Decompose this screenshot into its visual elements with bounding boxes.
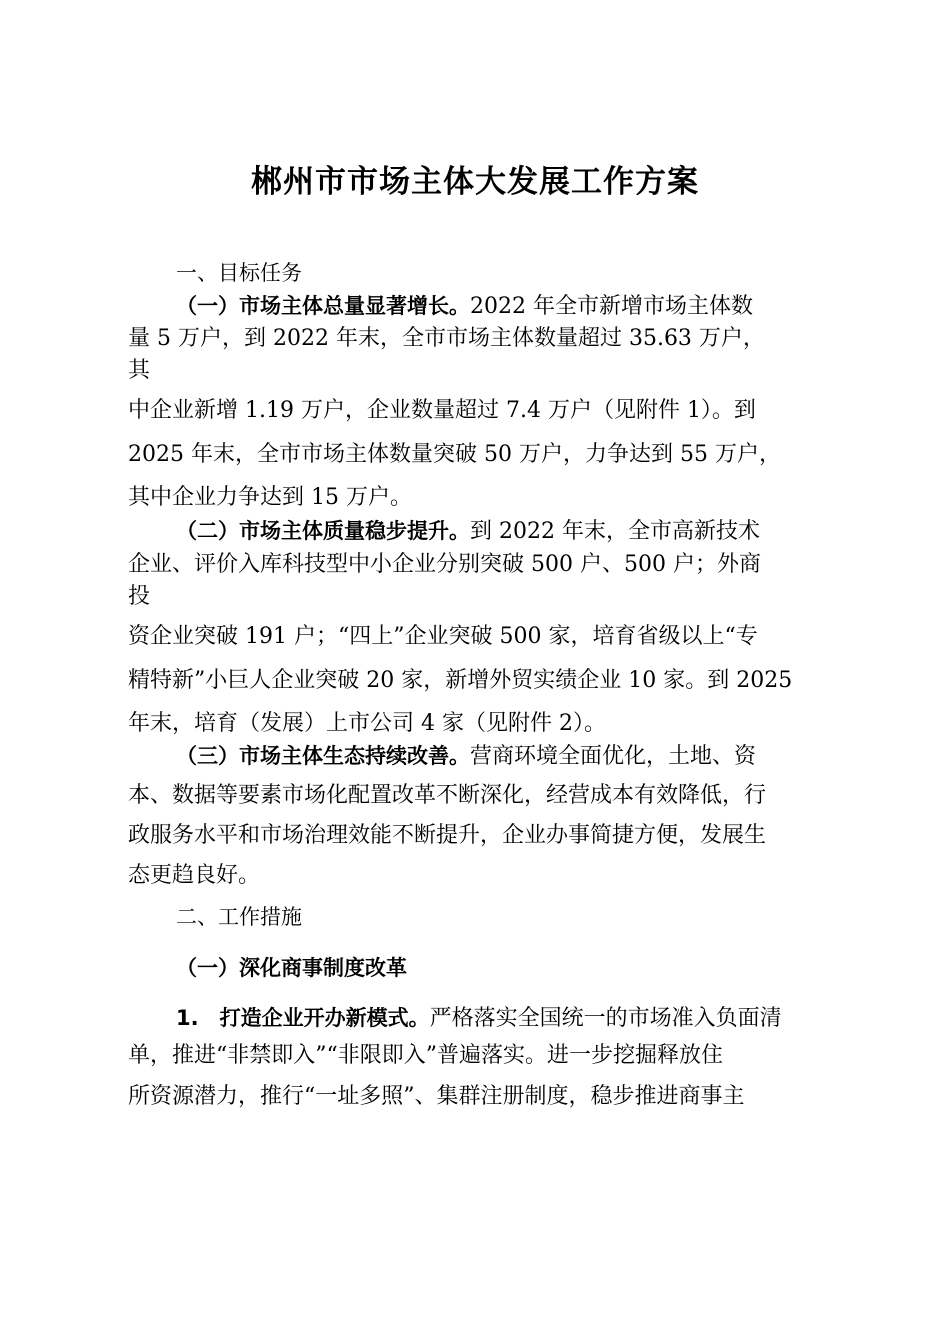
paragraph-2-line: 投 [128,584,151,609]
paragraph-2-label: （二）市场主体质量稳步提升。 [176,519,470,543]
paragraph-4-line: 所资源潜力，推行“一址多照”、集群注册制度，稳步推进商事主 [128,1084,745,1109]
paragraph-1-line: 量 5 万户，到 2022 年末，全市市场主体数量超过 35.63 万户， [128,326,765,351]
section-heading-measures: 二、工作措施 [176,905,302,929]
paragraph-3-first-line [176,741,756,772]
paragraph-3-line: 态更趋良好。 [128,863,261,888]
paragraph-4-text: 严格落实全国统一的市场准入负面清 [429,1006,782,1031]
paragraph-4-first-line [176,1003,782,1034]
subheading-commercial-reform: （一）深化商事制度改革 [176,956,407,980]
paragraph-1-text: 2022 年全市新增市场主体数 [470,294,753,319]
paragraph-3-line: 政服务水平和市场治理效能不断提升，企业办事简捷方便，发展生 [128,823,767,848]
section-heading-goals: 一、目标任务 [176,261,302,285]
paragraph-1-label: （一）市场主体总量显著增长。 [176,294,470,318]
paragraph-4-label: 1. 打造企业开办新模式。 [176,1006,430,1030]
paragraph-1-line: 中企业新增 1.19 万户，企业数量超过 7.4 万户（见附件 1）。到 [128,398,756,423]
paragraph-2-first-line [176,516,760,547]
paragraph-3-text: 营商环境全面优化，土地、资 [470,744,757,769]
paragraph-3-label: （三）市场主体生态持续改善。 [176,744,470,768]
paragraph-2-line: 企业、评价入库科技型中小企业分别突破 500 户、500 户；外商 [128,552,761,577]
paragraph-2-line: 精特新”小巨人企业突破 20 家，新增外贸实绩企业 10 家。到 2025 [128,668,793,693]
paragraph-1-first-line [176,291,753,322]
document-title: 郴州市市场主体大发展工作方案 [251,164,699,200]
paragraph-2-line: 资企业突破 191 户；“四上”企业突破 500 家，培育省级以上“专 [128,624,758,649]
paragraph-4-line: 单，推进“非禁即入”“非限即入”普遍落实。进一步挖掘释放住 [128,1043,723,1068]
paragraph-2-text: 到 2022 年末，全市高新技术 [470,519,760,544]
paragraph-1-line: 其中企业力争达到 15 万户。 [128,485,412,510]
paragraph-1-line: 其 [128,358,151,383]
paragraph-2-line: 年末，培育（发展）上市公司 4 家（见附件 2）。 [128,711,606,736]
paragraph-1-line: 2025 年末，全市市场主体数量突破 50 万户，力争达到 55 万户， [128,442,781,467]
paragraph-3-line: 本、数据等要素市场化配置改革不断深化，经营成本有效降低，行 [128,783,767,808]
